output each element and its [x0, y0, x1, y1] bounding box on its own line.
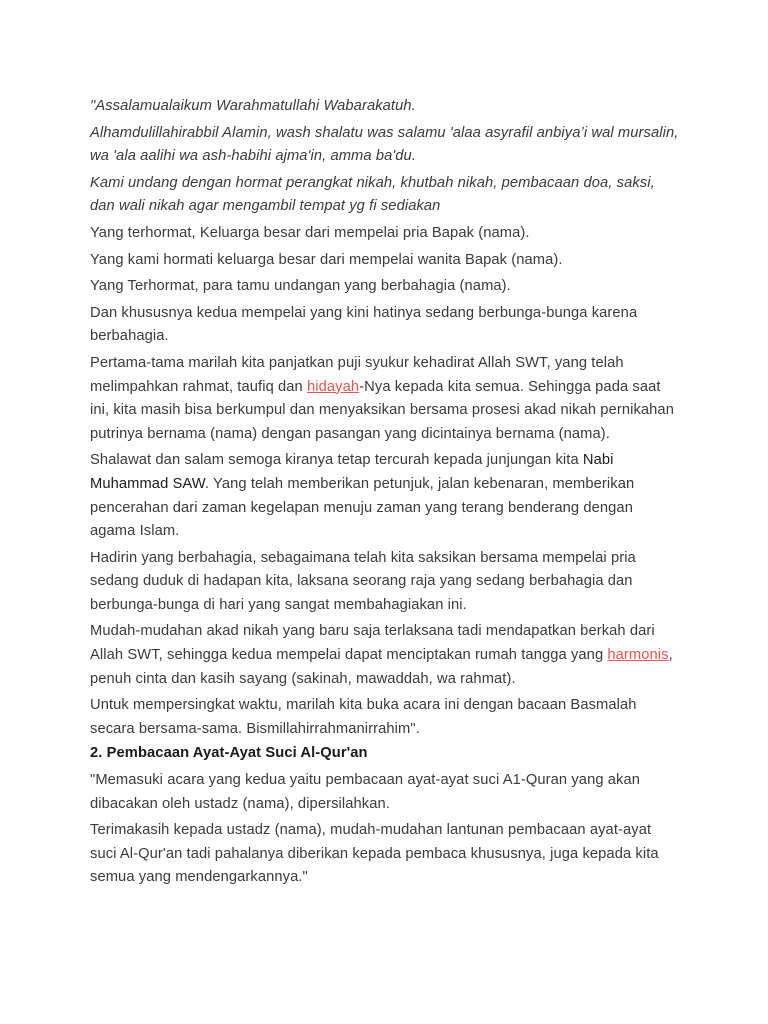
guests-paragraph: Yang Terhormat, para tamu undangan yang berbahagia (nama). — [90, 278, 511, 295]
hamdalah-paragraph: Alhamdulillahirabbil Alamin, wash shalatu was salamu 'alaa asyrafil anbiya’i wal mursalin, wa 'ala aalihi wa ash-habihi ajma'in, amma ba'du. — [90, 124, 679, 165]
harmonis-link[interactable]: harmonis — [607, 647, 669, 664]
document-body — [90, 95, 680, 893]
quran-intro-paragraph: "Memasuki acara yang kedua yaitu pembacaan ayat-ayat suci A1-Quran yang akan dibacakan oleh ustadz (nama), dipersilahkan. — [90, 772, 641, 812]
blessing-paragraph — [90, 620, 680, 691]
groom-family-paragraph: Yang terhormat, Keluarga besar dari mempelai pria Bapak (nama). — [90, 224, 530, 241]
invitation-paragraph: Kami undang dengan hormat perangkat nikah, khutbah nikah, pembacaan doa, saksi, dan wali nikah agar mengambil tempat yg fi sediakan — [90, 174, 655, 215]
blessing-text-end: , penuh cinta dan kasih sayang (sakinah, mawaddah, wa rahmat). — [90, 647, 673, 687]
quran-thanks-paragraph: Terimakasih kepada ustadz (nama), mudah-mudahan lantunan pembacaan ayat-ayat suci Al-Qur'an tadi pahalanya diberikan kepada pembaca khususnya, juga kepada kita semua yang mendengarkannya." — [90, 822, 659, 886]
audience-paragraph: Hadirin yang berbahagia, sebagaimana telah kita saksikan bersama mempelai pria sedang duduk di hadapan kita, laksana seorang raja yang sedang berbahagia dan berbunga-bunga di hari yang sangat membahagiakan ini. — [90, 549, 636, 613]
shalawat-text-end: . Yang telah memberikan petunjuk, jalan kebenaran, memberikan pencerahan dari zaman kegelapan menuju zaman yang terang benderang dengan agama Islam. — [90, 475, 635, 540]
greeting-paragraph: "Assalamualaikum Warahmatullahi Wabarakatuh. — [90, 98, 416, 114]
nabi-muhammad-text: Nabi Muhammad SAW — [90, 452, 614, 492]
couple-paragraph: Dan khususnya kedua mempelai yang kini hatinya sedang berbunga-bunga karena berbahagia. — [90, 304, 638, 345]
gratitude-text-end: -Nya kepada kita semua. Sehingga pada saat ini, kita masih bisa berkumpul dan menyaksikan bersama prosesi akad nikah pernikahan putrinya bernama (nama) dengan pasangan yang dicintainya bernama (nama). — [90, 378, 674, 442]
basmalah-paragraph: Untuk mempersingkat waktu, marilah kita buka acara ini dengan bacaan Basmalah secara bersama-sama. Bismillahirrahmanirrahim". — [90, 697, 637, 737]
shalawat-text-start: Shalawat dan salam semoga kiranya tetap tercurah kepada junjungan kita — [90, 452, 583, 469]
shalawat-paragraph — [90, 449, 680, 543]
gratitude-paragraph — [90, 352, 680, 446]
blessing-text-start: Mudah-mudahan akad nikah yang baru saja terlaksana tadi mendapatkan berkah dari Allah SWT, sehingga kedua mempelai dapat menciptakan rumah tangga yang — [90, 623, 655, 664]
hidayah-link[interactable]: hidayah — [307, 378, 360, 395]
bride-family-paragraph: Yang kami hormati keluarga besar dari mempelai wanita Bapak (nama). — [90, 251, 563, 268]
section-heading-quran: 2. Pembacaan Ayat-Ayat Suci Al-Qur'an — [90, 745, 368, 762]
gratitude-text-start: Pertama-tama marilah kita panjatkan puji syukur kehadirat Allah SWT, yang telah melimpahkan rahmat, taufiq dan — [90, 354, 624, 395]
